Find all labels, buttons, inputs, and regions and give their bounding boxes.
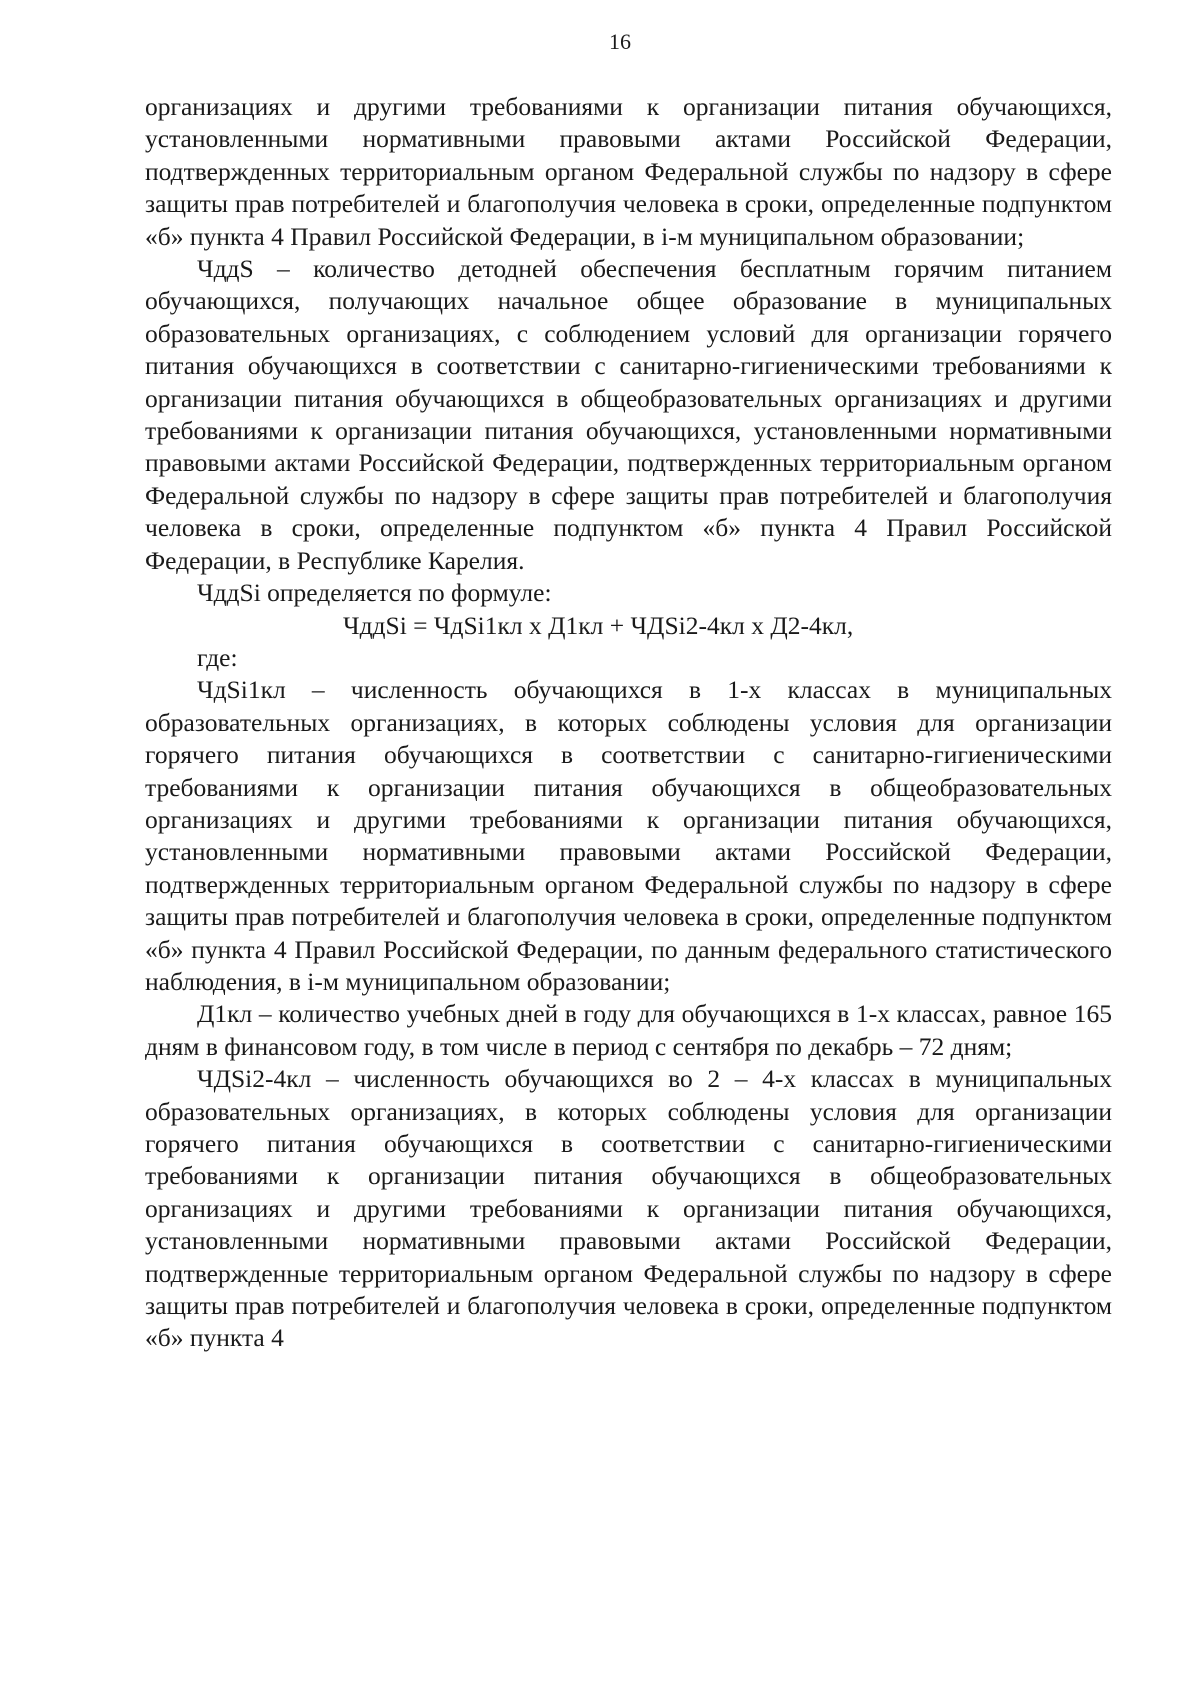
where-label: где: <box>197 642 238 672</box>
definition-d1kl: Д1кл – количество учебных дней в году для обучающихся в 1-х классах, равное 165 дням в финансовом году, в том числе в период с сентября по декабрь – 72 дням; <box>145 999 1112 1061</box>
paragraph-chdds-definition: ЧддS – количество детодней обеспечения бесплатным горячим питанием обучающихся, получающих начальное общее образование в муниципальных образовательных организациях, с соблюдением условий для организации горячего питания обучающихся в соответствии с санитарно-гигиеническими требованиями к организации питания обучающихся в общеобразовательных организациях и другими требованиями к организации питания обучающихся, установленными нормативными правовыми актами Российской Федерации, подтвержденных территориальным органом Федеральной службы по надзору в сфере защиты прав потребителей и благополучия человека в сроки, определенные подпунктом «б» пункта 4 Правил Российской Федерации, в Республике Карелия. <box>145 254 1112 575</box>
paragraph-formula-intro: ЧддSi определяется по формуле: <box>197 578 552 608</box>
definition-chdsi2-4kl: ЧДSi2-4кл – численность обучающихся во 2 – 4-х классах в муниципальных образовательных организациях, в которых соблюдены условия для организации горячего питания обучающихся в соответствии с санитарно-гигиеническими требованиями к организации питания обучающихся в общеобразовательных организациях и другими требованиями к организации питания обучающихся, установленными нормативными правовыми актами Российской Федерации, подтвержденные территориальным органом Федеральной службы по надзору в сфере защиты прав потребителей и благополучия человека в сроки, определенные подпунктом «б» пункта 4 <box>145 1064 1112 1353</box>
paragraph-continuation: организациях и другими требованиями к организации питания обучающихся, установленными нормативными правовыми актами Российской Федерации, подтвержденных территориальным органом Федеральной службы по надзору в сфере защиты прав потребителей и благополучия человека в сроки, определенные подпунктом «б» пункта 4 Правил Российской Федерации, в i-м муниципальном образовании; <box>145 92 1112 251</box>
document-body <box>145 91 1112 1355</box>
definition-chdsi1kl: ЧдSi1кл – численность обучающихся в 1-х классах в муниципальных образовательных организациях, в которых соблюдены условия для организации горячего питания обучающихся в соответствии с санитарно-гигиеническими требованиями к организации питания обучающихся в общеобразовательных организациях и другими требованиями к организации питания обучающихся, установленными нормативными правовыми актами Российской Федерации, подтвержденных территориальным органом Федеральной службы по надзору в сфере защиты прав потребителей и благополучия человека в сроки, определенные подпунктом «б» пункта 4 Правил Российской Федерации, по данным федерального статистического наблюдения, в i-м муниципальном образовании; <box>145 675 1112 996</box>
page-number: 16 <box>609 29 631 54</box>
formula: ЧддSi = ЧдSi1кл x Д1кл + ЧДSi2-4кл x Д2-4кл, <box>343 610 854 640</box>
